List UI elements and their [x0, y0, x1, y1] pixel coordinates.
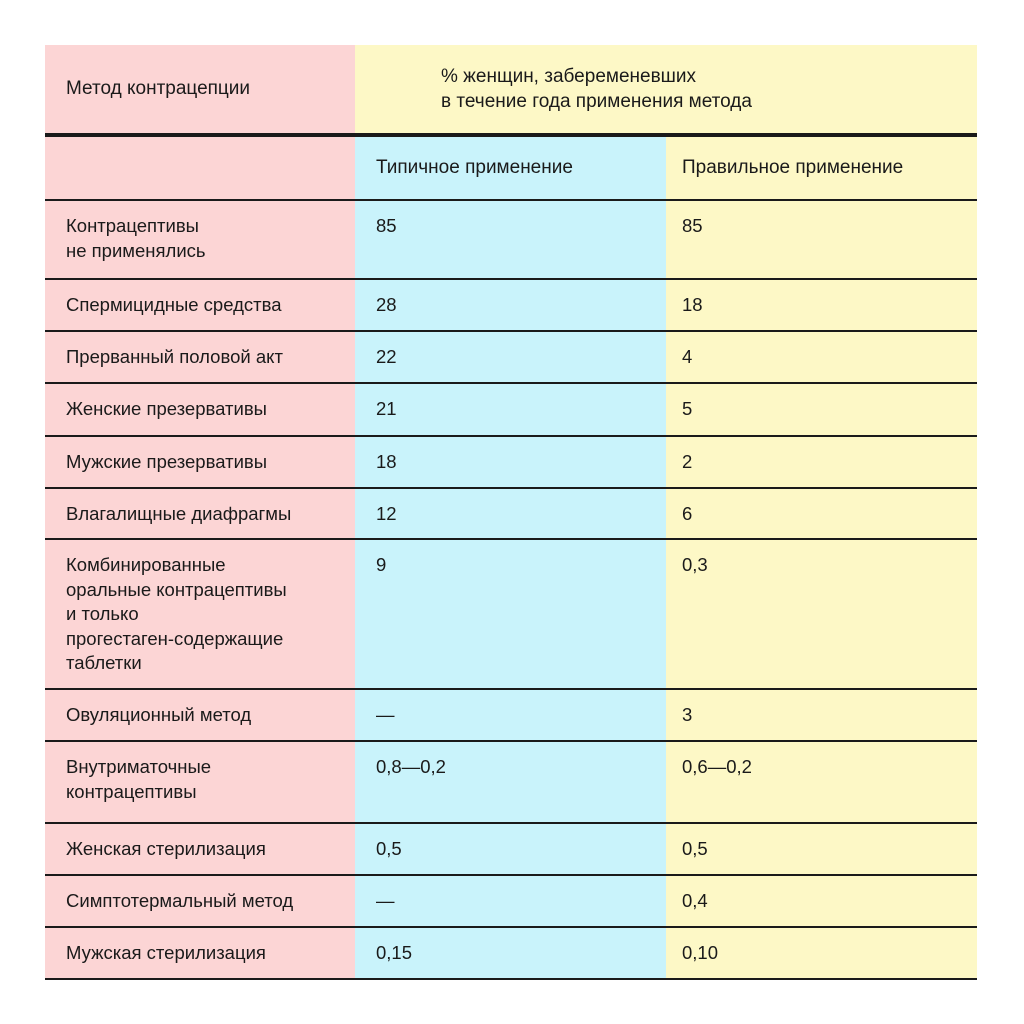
table-row	[45, 489, 977, 540]
method-text-line: Контрацептивы	[66, 215, 199, 236]
method-text-line: Симптотермальный метод	[66, 890, 294, 911]
perfect-use-value: 5	[666, 384, 977, 435]
table-row	[45, 437, 977, 489]
table-row	[45, 201, 977, 280]
perfect-use-value: 85	[666, 201, 977, 278]
method-cell	[45, 742, 355, 822]
method-cell	[45, 489, 355, 538]
perfect-use-value: 4	[666, 332, 977, 382]
typical-use-value: —	[355, 876, 666, 926]
percent-header-line-2: в течение года применения метода	[441, 91, 752, 112]
table-row	[45, 824, 977, 876]
typical-use-value: 0,15	[355, 928, 666, 978]
subheader-row	[45, 137, 977, 201]
method-text-line: Женские презервативы	[66, 398, 267, 419]
method-cell	[45, 384, 355, 435]
method-text-line: Женская стерилизация	[66, 838, 266, 859]
method-text-line: Овуляционный метод	[66, 704, 252, 725]
typical-use-value: 85	[355, 201, 666, 278]
method-cell	[45, 332, 355, 382]
subheader-empty-cell	[45, 137, 355, 199]
perfect-use-value: 0,4	[666, 876, 977, 926]
method-column-header: Метод контрацепции	[45, 45, 355, 133]
table-row	[45, 540, 977, 690]
table-body	[45, 201, 977, 980]
table-row	[45, 332, 977, 384]
method-text-line: контрацептивы	[66, 780, 197, 802]
typical-use-value: 0,5	[355, 824, 666, 874]
method-text-line: Внутриматочные	[66, 756, 212, 777]
method-text-line: оральные контрацептивы	[66, 578, 287, 600]
typical-use-value: 21	[355, 384, 666, 435]
method-cell	[45, 201, 355, 278]
perfect-use-value: 18	[666, 280, 977, 330]
contraception-table	[45, 45, 977, 980]
table-row	[45, 280, 977, 332]
perfect-use-value: 0,5	[666, 824, 977, 874]
method-text-line: Прерванный половой акт	[66, 346, 283, 367]
method-text-line: Мужские презервативы	[66, 451, 268, 472]
typical-use-value: 18	[355, 437, 666, 487]
perfect-use-header: Правильное применение	[666, 137, 977, 199]
perfect-use-value: 3	[666, 690, 977, 740]
method-text-line: таблетки	[66, 652, 142, 673]
method-cell	[45, 928, 355, 978]
table-header	[45, 45, 977, 137]
percent-column-header	[355, 45, 977, 133]
typical-use-value: 0,8—0,2	[355, 742, 666, 822]
method-text-line: и только	[66, 603, 139, 624]
method-cell	[45, 690, 355, 740]
method-text-line: Мужская стерилизация	[66, 942, 266, 963]
table-row	[45, 384, 977, 437]
perfect-use-value: 0,10	[666, 928, 977, 978]
method-text-line: прогестаген-содержащие	[66, 627, 284, 649]
method-cell	[45, 540, 355, 688]
method-text-line: Влагалищные диафрагмы	[66, 503, 292, 524]
method-text-line: Комбинированные	[66, 554, 226, 575]
method-text-line: Спермицидные средства	[66, 294, 282, 315]
percent-header-line-1: % женщин, забеременевших	[441, 66, 697, 87]
method-text-line: не применялись	[66, 239, 206, 261]
typical-use-value: 22	[355, 332, 666, 382]
method-cell	[45, 876, 355, 926]
method-cell	[45, 437, 355, 487]
method-cell	[45, 824, 355, 874]
perfect-use-value: 0,6—0,2	[666, 742, 977, 822]
perfect-use-value: 6	[666, 489, 977, 538]
table-row	[45, 690, 977, 742]
typical-use-value: 28	[355, 280, 666, 330]
table-row	[45, 928, 977, 980]
typical-use-value: —	[355, 690, 666, 740]
table-row	[45, 876, 977, 928]
typical-use-value: 12	[355, 489, 666, 538]
perfect-use-value: 0,3	[666, 540, 977, 688]
method-cell	[45, 280, 355, 330]
typical-use-header: Типичное применение	[355, 137, 666, 199]
table-row	[45, 742, 977, 824]
typical-use-value: 9	[355, 540, 666, 688]
perfect-use-value: 2	[666, 437, 977, 487]
